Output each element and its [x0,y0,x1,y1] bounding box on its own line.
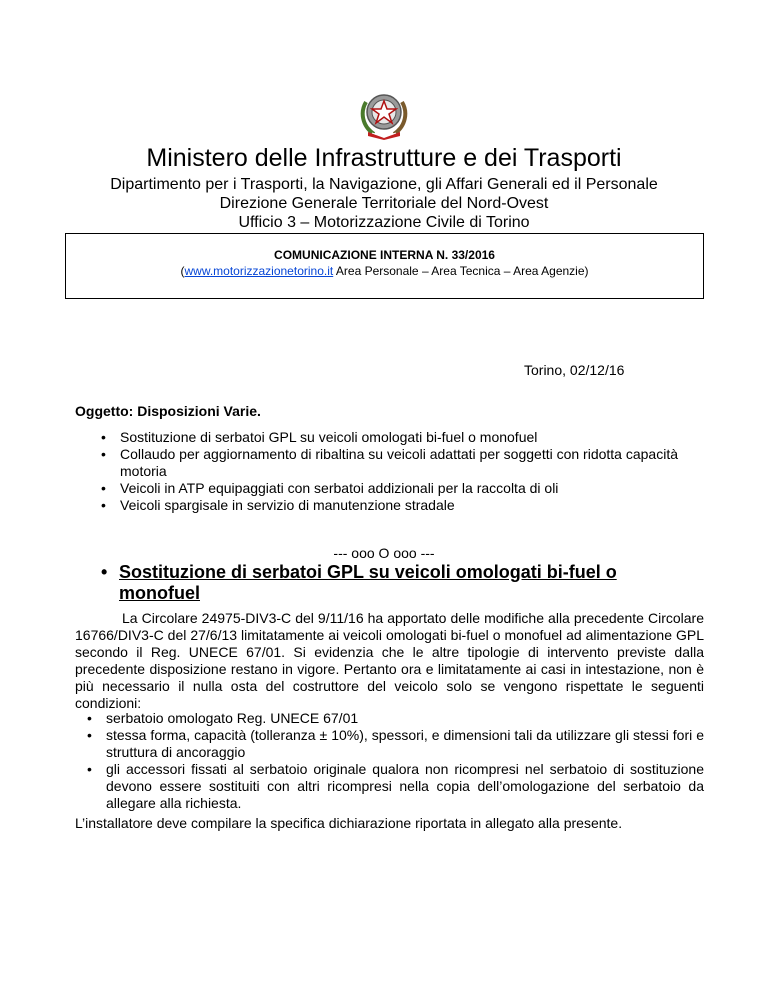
direction-line: Direzione Generale Territoriale del Nord-Ovest [219,195,549,212]
subject-line: Oggetto: Disposizioni Varie. [75,403,261,419]
list-item: • Sostituzione di serbatoi GPL su veicoli omologati bi-fuel o monofuel [75,429,695,446]
list-item: • Collaudo per aggiornamento di ribaltina su veicoli adattati per soggetti con ridotta capacità motoria [75,446,695,480]
ministry-title: Ministero delle Infrastrutture e dei Trasporti [146,144,622,172]
list-item: • Veicoli in ATP equipaggiati con serbatoi addizionali per la raccolta di oli [75,480,695,497]
separator: --- ooo O ooo --- [333,545,435,561]
notice-links [66,264,703,278]
open-paren: ( [180,264,185,278]
closing-paragraph: L’installatore deve compilare la specifica dichiarazione riportata in allegato alla presente. [75,815,623,831]
date-line: Torino, 02/12/16 [524,362,625,378]
website-link[interactable]: www.motorizzazionetorino.it [184,264,334,278]
office-line: Ufficio 3 – Motorizzazione Civile di Torino [238,214,530,231]
notice-title: COMUNICAZIONE INTERNA N. 33/2016 [274,248,495,262]
list-item: • serbatoio omologato Reg. UNECE 67/01 [75,710,704,727]
list-item: • gli accessori fissati al serbatoio originale qualora non ricompresi nel serbatoio di sostituzione devono essere sostituiti con altri ricompresi nella copia dell’omologazione del serbatoio da allegare alla richiesta. [75,761,704,812]
topics-list [75,429,695,514]
section-heading-text: Sostituzione di serbatoi GPL su veicoli omologati bi-fuel o monofuel [119,562,617,603]
list-item: • Veicoli spargisale in servizio di manutenzione stradale [75,497,695,514]
notice-box [65,233,704,299]
section-bullet: • [101,562,108,582]
body-paragraph: La Circolare 24975-DIV3-C del 9/11/16 ha apportato delle modifiche alla precedente Circolare 16766/DIV3-C del 27/6/13 limitatamente ai veicoli omologati bi-fuel o monofuel ad alimentazione GPL secondo il Reg. UNECE 67/01. Si evidenzia che le altre tipologie di intervento previste dalla precedente disposizione restano in vigore. Pertanto ora e limitatamente ai casi in intestazione, non è più necessario il nulla osta del costruttore del veicolo solo se vengono rispettate le seguenti condizioni: [75,610,704,711]
conditions-list [75,710,704,812]
notice-areas: Area Personale – Area Tecnica – Area Agenzie) [333,264,589,278]
list-item: • stessa forma, capacità (tolleranza ± 10%), spessori, e dimensioni tali da utilizzare gli stessi fori e struttura di ancoraggio [75,727,704,761]
italian-republic-emblem-icon [356,82,412,140]
section-heading [100,562,660,604]
department-line: Dipartimento per i Trasporti, la Navigazione, gli Affari Generali ed il Personale [110,176,658,193]
